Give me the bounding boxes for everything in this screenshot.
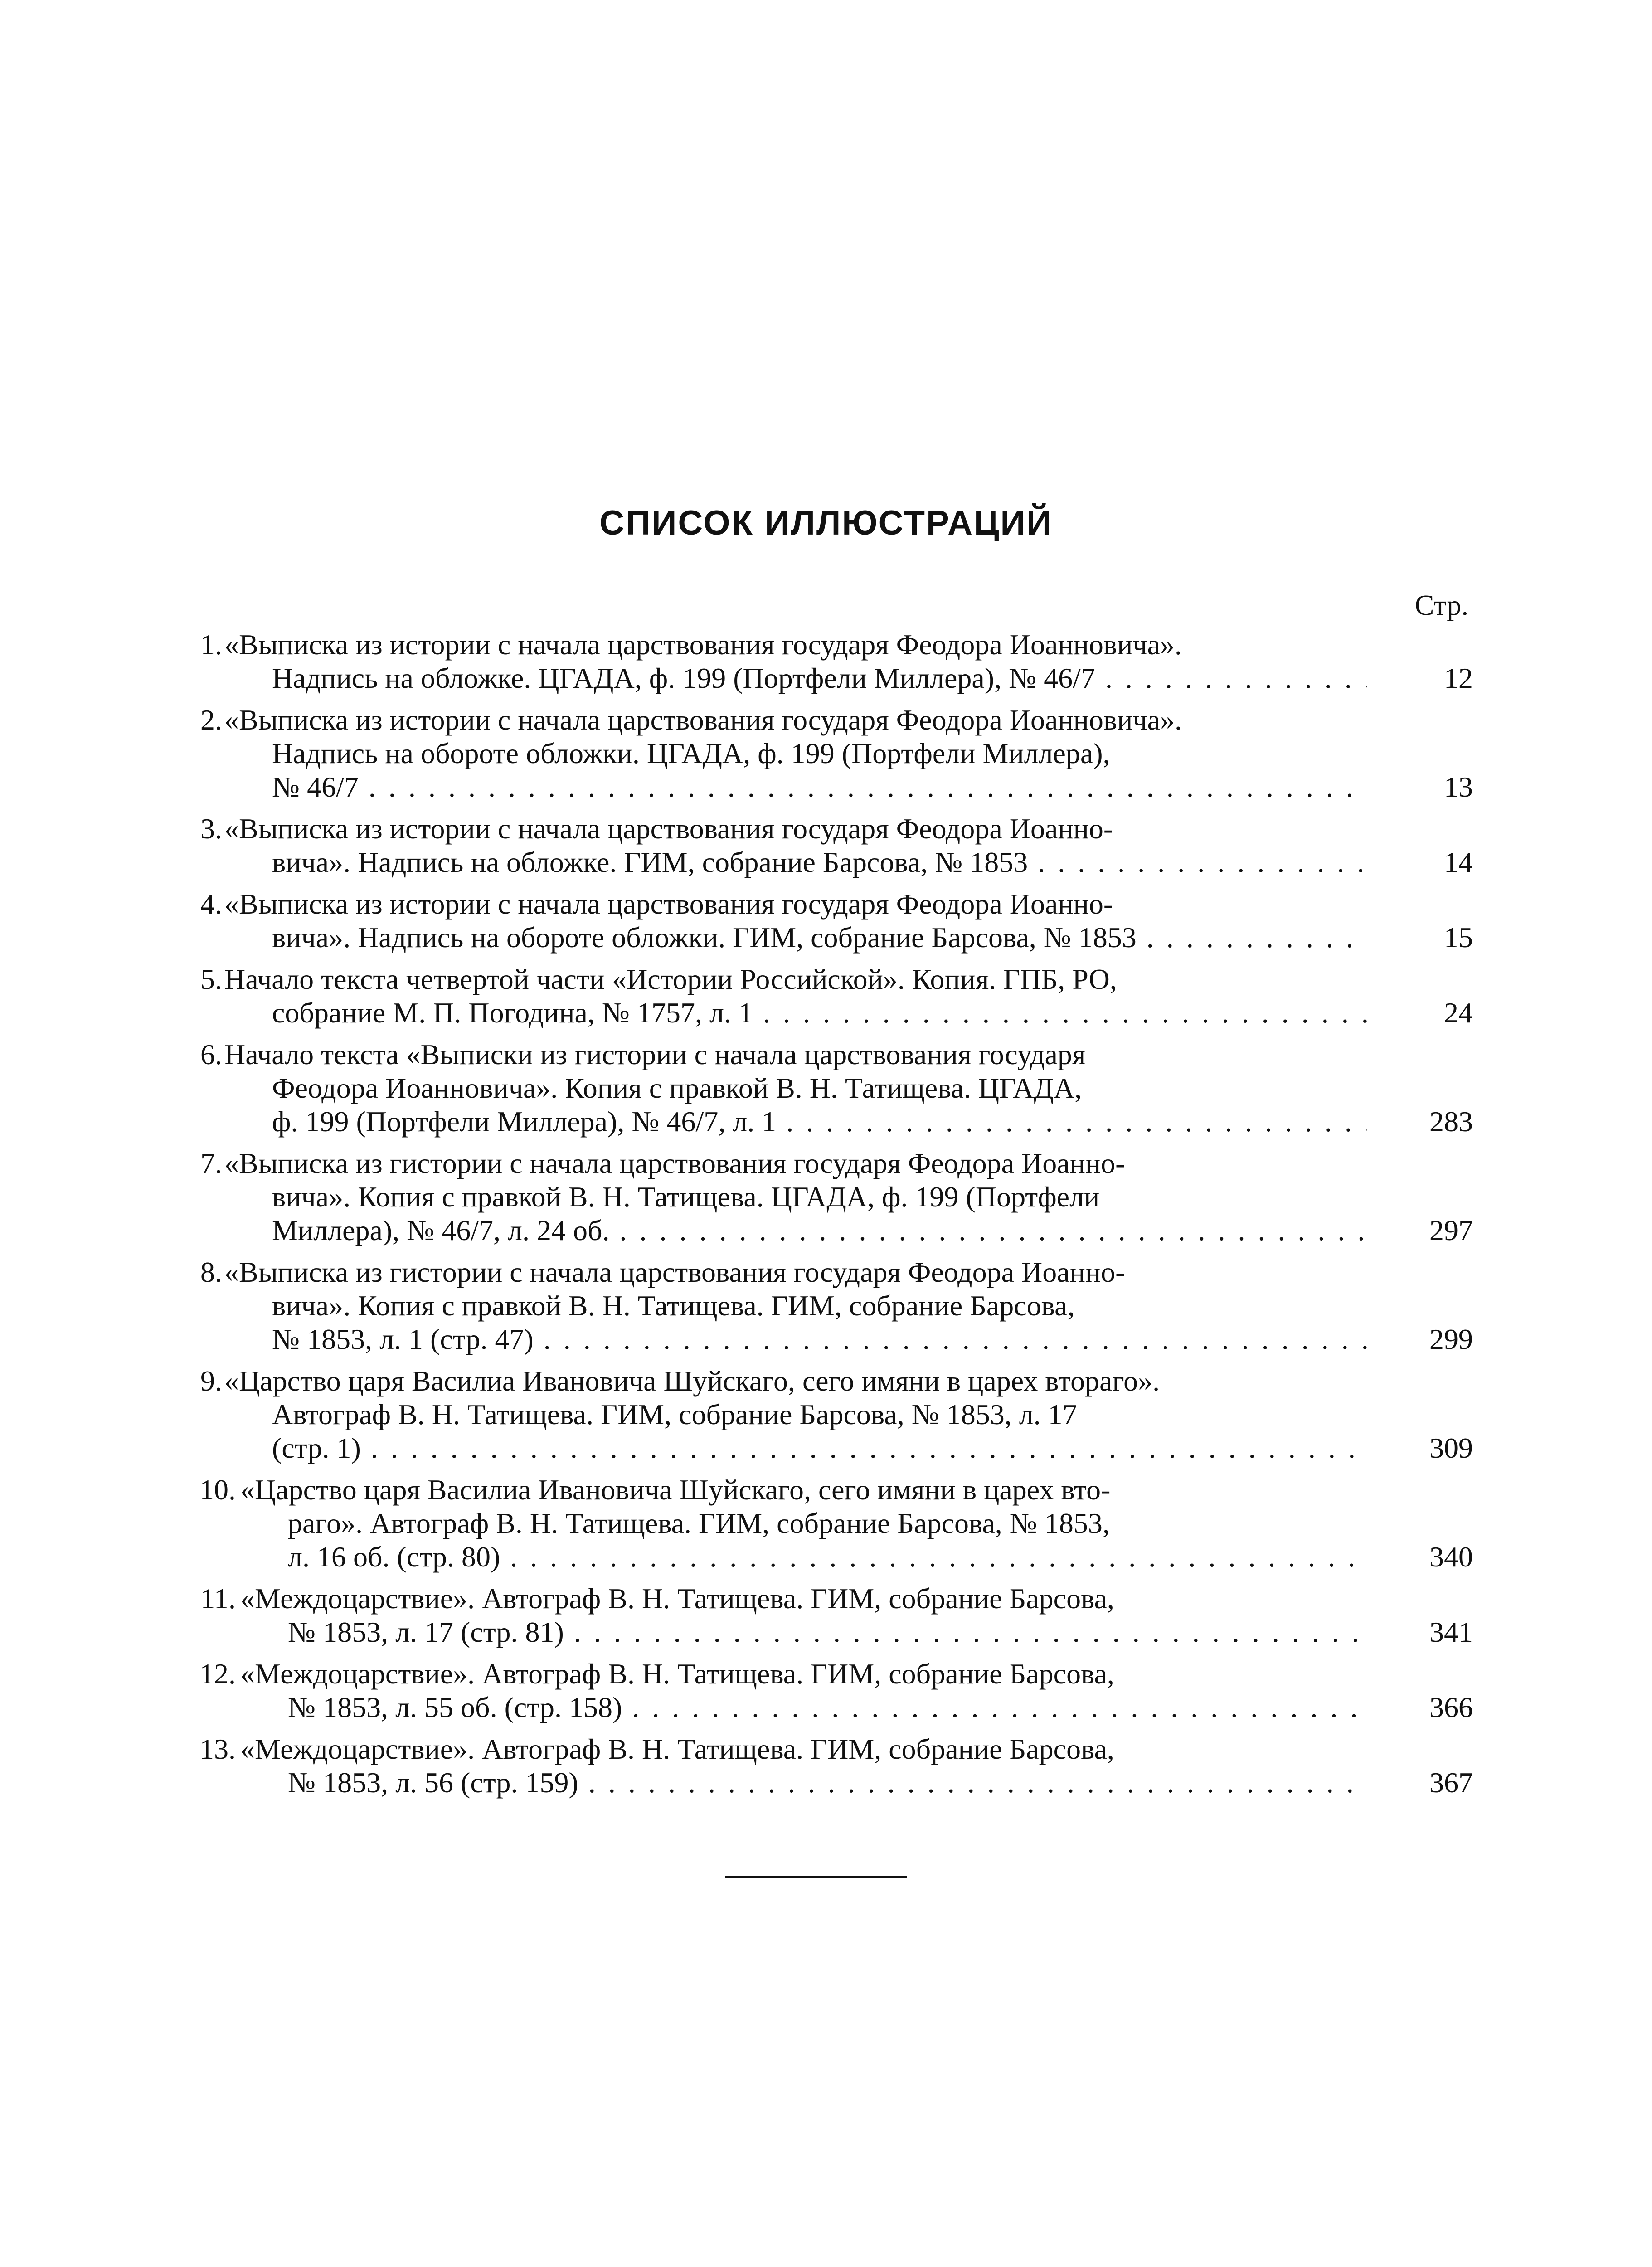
- item-line: «Царство царя Василиа Ивановича Шуйскаго, сего имяни в царех вто-: [240, 1474, 1111, 1506]
- item-line: Феодора Иоанновича». Копия с правкой В. Н. Татищева. ЦГАДА,: [272, 1072, 1082, 1104]
- item-line: Начало текста четвертой части «Истории Российской». Копия. ГПБ, РО,: [224, 963, 1117, 995]
- list-item: [0, 703, 1652, 804]
- item-number: 5.: [200, 963, 222, 995]
- item-page-number: 14: [1444, 846, 1473, 878]
- list-item: [0, 1038, 1652, 1138]
- item-number: 7.: [200, 1147, 222, 1179]
- item-page-number: 12: [1444, 662, 1473, 694]
- item-line: Начало текста «Выписки из гистории с начала царствования государя: [224, 1038, 1086, 1070]
- page-title: СПИСОК ИЛЛЮСТРАЦИЙ: [599, 504, 1053, 542]
- item-description: [224, 1364, 1367, 1465]
- item-number: 8.: [200, 1256, 222, 1288]
- list-item: [0, 887, 1652, 954]
- item-line: (стр. 1) . . .: [224, 1431, 1367, 1465]
- list-item: [0, 1657, 1652, 1724]
- item-line: вича». Надпись на обложке. ГИМ, собрание Барсова, № 1853 . . .: [224, 846, 1367, 879]
- item-number: 1.: [200, 628, 222, 661]
- item-line: «Междоцарствие». Автограф В. Н. Татищева. ГИМ, собрание Барсова,: [240, 1658, 1114, 1690]
- item-page-number: 299: [1429, 1323, 1473, 1355]
- item-line: вича». Копия с правкой В. Н. Татищева. ЦГАДА, ф. 199 (Портфели: [272, 1181, 1100, 1213]
- item-line: «Выписка из истории с начала царствования государя Феодора Иоанновича».: [224, 704, 1182, 736]
- item-number: 13.: [199, 1733, 236, 1765]
- item-number: 11.: [200, 1582, 236, 1615]
- item-description: [224, 628, 1367, 695]
- item-description: [240, 1657, 1367, 1724]
- item-line: вича». Копия с правкой В. Н. Татищева. ГИМ, собрание Барсова,: [272, 1289, 1075, 1322]
- item-description: [224, 812, 1367, 879]
- item-number: 10.: [199, 1474, 236, 1506]
- item-line: «Междоцарствие». Автограф В. Н. Татищева. ГИМ, собрание Барсова,: [240, 1733, 1114, 1765]
- item-line: № 1853, л. 1 (стр. 47) . . .: [224, 1323, 1367, 1356]
- item-page-number: 283: [1429, 1105, 1473, 1138]
- item-number: 4.: [200, 888, 222, 920]
- item-line: Миллера), № 46/7, л. 24 об. . . .: [224, 1214, 1367, 1247]
- list-item: [0, 628, 1652, 695]
- list-item: [0, 1364, 1652, 1465]
- item-number: 3.: [200, 812, 222, 845]
- item-description: [224, 1147, 1367, 1247]
- item-page-number: 297: [1429, 1214, 1473, 1246]
- item-page-number: 15: [1444, 921, 1473, 954]
- list-item: [0, 1732, 1652, 1800]
- item-line: «Выписка из истории с начала царствования государя Феодора Иоанно-: [224, 888, 1113, 920]
- list-item: [0, 1147, 1652, 1247]
- item-line: «Выписка из гистории с начала царствования государя Феодора Иоанно-: [224, 1147, 1125, 1179]
- item-description: [240, 1582, 1367, 1649]
- item-line: «Выписка из гистории с начала царствования государя Феодора Иоанно-: [224, 1256, 1125, 1288]
- item-line: Надпись на обороте обложки. ЦГАДА, ф. 199 (Портфели Миллера),: [272, 737, 1110, 769]
- item-description: [224, 703, 1367, 804]
- item-line: «Междоцарствие». Автограф В. Н. Татищева. ГИМ, собрание Барсова,: [240, 1582, 1114, 1615]
- item-line: собрание М. П. Погодина, № 1757, л. 1 . . .: [224, 996, 1367, 1030]
- item-page-number: 309: [1429, 1432, 1473, 1464]
- item-description: [224, 963, 1367, 1030]
- item-page-number: 13: [1444, 771, 1473, 803]
- item-description: [224, 887, 1367, 954]
- list-item: [0, 1255, 1652, 1356]
- item-line: Автограф В. Н. Татищева. ГИМ, собрание Барсова, № 1853, л. 17: [272, 1398, 1077, 1430]
- closing-rule: [725, 1876, 907, 1878]
- item-page-number: 367: [1429, 1766, 1473, 1799]
- item-line: «Выписка из истории с начала царствования государя Феодора Иоанновича».: [224, 628, 1182, 661]
- item-page-number: 341: [1429, 1616, 1473, 1648]
- item-description: [240, 1473, 1367, 1574]
- page-column-label: Стр.: [1414, 589, 1469, 621]
- item-line: № 1853, л. 56 (стр. 159) . . .: [240, 1766, 1367, 1800]
- list-item: [0, 1473, 1652, 1574]
- item-description: [224, 1038, 1367, 1138]
- item-number: 2.: [200, 704, 222, 736]
- item-line: Надпись на обложке. ЦГАДА, ф. 199 (Портфели Миллера), № 46/7 . . .: [224, 662, 1367, 695]
- item-line: л. 16 об. (стр. 80) . . .: [240, 1540, 1367, 1574]
- item-line: вича». Надпись на обороте обложки. ГИМ, собрание Барсова, № 1853 . . .: [224, 921, 1367, 954]
- list-item: [0, 963, 1652, 1030]
- item-line: «Царство царя Василиа Ивановича Шуйскаго, сего имяни в царех втораго».: [224, 1365, 1160, 1397]
- item-line: № 1853, л. 55 об. (стр. 158) . . .: [240, 1691, 1367, 1724]
- item-description: [224, 1255, 1367, 1356]
- illustration-list: [0, 628, 1652, 1808]
- item-line: «Выписка из истории с начала царствования государя Феодора Иоанно-: [224, 812, 1113, 845]
- item-number: 12.: [199, 1658, 236, 1690]
- item-line: № 1853, л. 17 (стр. 81) . . .: [240, 1615, 1367, 1649]
- item-line: раго». Автограф В. Н. Татищева. ГИМ, собрание Барсова, № 1853,: [288, 1507, 1110, 1539]
- item-number: 6.: [200, 1038, 222, 1070]
- item-description: [240, 1732, 1367, 1800]
- item-line: № 46/7 . . .: [224, 770, 1367, 804]
- item-line: ф. 199 (Портфели Миллера), № 46/7, л. 1 . . .: [224, 1105, 1367, 1138]
- list-item: [0, 812, 1652, 879]
- item-page-number: 366: [1429, 1691, 1473, 1723]
- list-item: [0, 1582, 1652, 1649]
- item-page-number: 340: [1429, 1541, 1473, 1573]
- item-number: 9.: [200, 1365, 222, 1397]
- item-page-number: 24: [1444, 997, 1473, 1029]
